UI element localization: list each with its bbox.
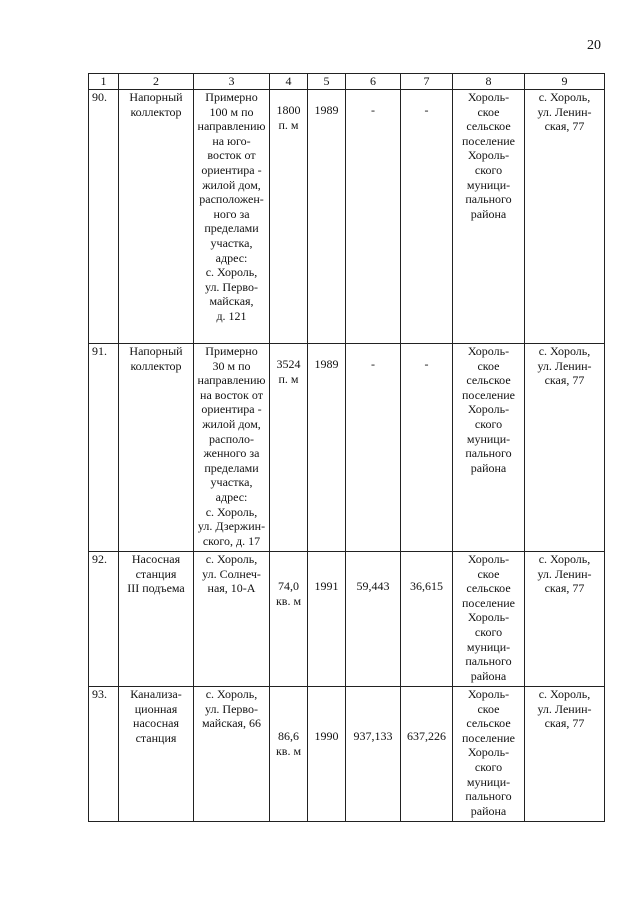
- object-name: [119, 90, 194, 344]
- cell-line: Хороль-: [467, 552, 510, 566]
- cell-line: жилой дом,: [202, 416, 261, 431]
- cell-line: майская,: [209, 294, 254, 309]
- cell-line: майская, 66: [201, 716, 262, 731]
- cell-line: ская, 77: [544, 373, 585, 388]
- object-name: [119, 552, 194, 687]
- cell-line: с. Хороль,: [205, 265, 258, 280]
- row-number: 91.: [89, 344, 119, 552]
- cell-line: 3524: [276, 357, 301, 371]
- cell-line: направлению: [197, 119, 266, 134]
- row-number: 93.: [89, 687, 119, 822]
- object-location: [194, 344, 270, 552]
- cell-line: ского: [474, 624, 503, 639]
- cell-line: п. м: [278, 371, 299, 386]
- cell-line: района: [470, 206, 507, 221]
- object-size: [270, 687, 308, 822]
- cell-line: адрес:: [215, 250, 248, 265]
- cell-line: Насосная: [131, 552, 181, 566]
- column-number-8: 8: [453, 74, 525, 90]
- cell-line: муници-: [466, 774, 511, 789]
- cell-line: ская, 77: [544, 581, 585, 596]
- cell-line: Примерно: [205, 344, 258, 358]
- cell-line: ское: [477, 358, 500, 373]
- cell-line: поселение: [461, 387, 515, 402]
- initial-cost: -: [346, 90, 401, 344]
- cell-line: пределами: [204, 460, 259, 475]
- cell-line: с. Хороль,: [538, 552, 591, 566]
- cell-line: на восток от: [200, 387, 263, 402]
- cell-line: муници-: [466, 431, 511, 446]
- cell-line: на юго-: [212, 133, 251, 148]
- cell-line: Хороль-: [467, 610, 510, 625]
- cell-line: Примерно: [205, 90, 258, 104]
- table-row: [89, 687, 605, 822]
- column-number-1: 1: [89, 74, 119, 90]
- cell-line: сельское: [466, 373, 511, 388]
- column-number-row: [89, 74, 605, 90]
- table-row: [89, 344, 605, 552]
- residual-cost: -: [401, 344, 453, 552]
- cell-line: ская, 77: [544, 716, 585, 731]
- object-name: [119, 687, 194, 822]
- holder-address: [525, 90, 605, 344]
- column-number-2: 2: [119, 74, 194, 90]
- cell-line: ул. Перво-: [204, 701, 259, 716]
- cell-line: пального: [465, 446, 512, 461]
- property-registry-table: [88, 73, 605, 822]
- cell-line: ориентира -: [201, 162, 262, 177]
- cell-line: жилой дом,: [202, 177, 261, 192]
- cell-line: ское: [477, 701, 500, 716]
- cell-line: ского, д. 17: [202, 533, 261, 548]
- cell-line: ул. Ленин-: [537, 358, 592, 373]
- column-number-5: 5: [308, 74, 346, 90]
- page-number: 20: [587, 38, 601, 53]
- cell-line: с. Хороль,: [538, 687, 591, 701]
- year-built: 1989: [308, 90, 346, 344]
- row-number: 92.: [89, 552, 119, 687]
- cell-line: 86,6: [278, 729, 299, 743]
- cell-line: ского: [474, 162, 503, 177]
- cell-line: ское: [477, 566, 500, 581]
- cell-line: станция: [135, 566, 177, 581]
- cell-line: женного за: [203, 446, 260, 461]
- cell-line: ционная: [134, 701, 178, 716]
- cell-line: участка,: [210, 475, 253, 490]
- cell-line: ул. Дзержин-: [197, 519, 266, 534]
- cell-line: расположен-: [199, 192, 264, 207]
- column-number-3: 3: [194, 74, 270, 90]
- cell-line: пределами: [204, 221, 259, 236]
- cell-line: Хороль-: [467, 402, 510, 417]
- cell-line: станция: [135, 730, 177, 745]
- object-location: [194, 552, 270, 687]
- cell-line: адрес:: [215, 489, 248, 504]
- cell-line: 1800: [276, 103, 301, 117]
- object-name: [119, 344, 194, 552]
- cell-line: ского: [474, 416, 503, 431]
- cell-line: поселение: [461, 133, 515, 148]
- cell-line: 74,0: [278, 579, 299, 593]
- cell-line: д. 121: [216, 308, 247, 323]
- cell-line: района: [470, 803, 507, 818]
- column-number-6: 6: [346, 74, 401, 90]
- cell-line: муници-: [466, 639, 511, 654]
- cell-line: направлению: [197, 373, 266, 388]
- cell-line: района: [470, 460, 507, 475]
- cell-line: ское: [477, 104, 500, 119]
- cell-line: ул. Перво-: [204, 279, 259, 294]
- cell-line: кв. м: [275, 743, 302, 758]
- cell-line: участка,: [210, 235, 253, 250]
- cell-line: сельское: [466, 119, 511, 134]
- cell-line: Напорный: [129, 344, 183, 358]
- column-number-7: 7: [401, 74, 453, 90]
- row-number: 90.: [89, 90, 119, 344]
- cell-line: Хороль-: [467, 687, 510, 701]
- cell-line: Хороль-: [467, 90, 510, 104]
- object-size: [270, 552, 308, 687]
- cell-line: ул. Солнеч-: [202, 566, 261, 581]
- cell-line: 100 м по: [209, 104, 254, 119]
- cell-line: Хороль-: [467, 745, 510, 760]
- cell-line: с. Хороль,: [538, 344, 591, 358]
- residual-cost: 36,615: [401, 552, 453, 687]
- cell-line: ориентира -: [201, 402, 262, 417]
- residual-cost: 637,226: [401, 687, 453, 822]
- cell-line: поселение: [461, 730, 515, 745]
- cell-line: кв. м: [275, 593, 302, 608]
- owner: [453, 90, 525, 344]
- initial-cost: 937,133: [346, 687, 401, 822]
- holder-address: [525, 552, 605, 687]
- cell-line: ская, 77: [544, 119, 585, 134]
- cell-line: ул. Ленин-: [537, 104, 592, 119]
- cell-line: ная, 10-А: [207, 581, 256, 596]
- holder-address: [525, 687, 605, 822]
- cell-line: располо-: [209, 431, 254, 446]
- cell-line: п. м: [278, 117, 299, 132]
- cell-line: с. Хороль,: [538, 90, 591, 104]
- residual-cost: -: [401, 90, 453, 344]
- initial-cost: 59,443: [346, 552, 401, 687]
- cell-line: насосная: [133, 716, 179, 731]
- cell-line: сельское: [466, 581, 511, 596]
- cell-line: ул. Ленин-: [537, 566, 592, 581]
- cell-line: ул. Ленин-: [537, 701, 592, 716]
- initial-cost: -: [346, 344, 401, 552]
- cell-line: Хороль-: [467, 344, 510, 358]
- cell-line: пального: [465, 789, 512, 804]
- object-size: [270, 90, 308, 344]
- cell-line: Канализа-: [130, 687, 182, 701]
- cell-line: муници-: [466, 177, 511, 192]
- cell-line: пального: [465, 192, 512, 207]
- owner: [453, 344, 525, 552]
- cell-line: восток от: [207, 148, 256, 163]
- cell-line: поселение: [461, 595, 515, 610]
- cell-line: с. Хороль,: [205, 504, 258, 519]
- cell-line: пального: [465, 654, 512, 669]
- cell-line: Напорный: [129, 90, 183, 104]
- year-built: 1991: [308, 552, 346, 687]
- cell-line: III подъема: [127, 581, 185, 596]
- cell-line: 30 м по: [212, 358, 251, 373]
- column-number-4: 4: [270, 74, 308, 90]
- cell-line: коллектор: [130, 358, 182, 373]
- year-built: 1990: [308, 687, 346, 822]
- holder-address: [525, 344, 605, 552]
- object-location: [194, 687, 270, 822]
- table-row: [89, 552, 605, 687]
- cell-line: ного за: [213, 206, 250, 221]
- table-row: [89, 90, 605, 344]
- column-number-9: 9: [525, 74, 605, 90]
- owner: [453, 687, 525, 822]
- object-size: [270, 344, 308, 552]
- cell-line: ского: [474, 759, 503, 774]
- owner: [453, 552, 525, 687]
- object-location: [194, 90, 270, 344]
- cell-line: сельское: [466, 716, 511, 731]
- year-built: 1989: [308, 344, 346, 552]
- cell-line: с. Хороль,: [205, 552, 258, 566]
- cell-line: коллектор: [130, 104, 182, 119]
- cell-line: с. Хороль,: [205, 687, 258, 701]
- cell-line: Хороль-: [467, 148, 510, 163]
- cell-line: района: [470, 668, 507, 683]
